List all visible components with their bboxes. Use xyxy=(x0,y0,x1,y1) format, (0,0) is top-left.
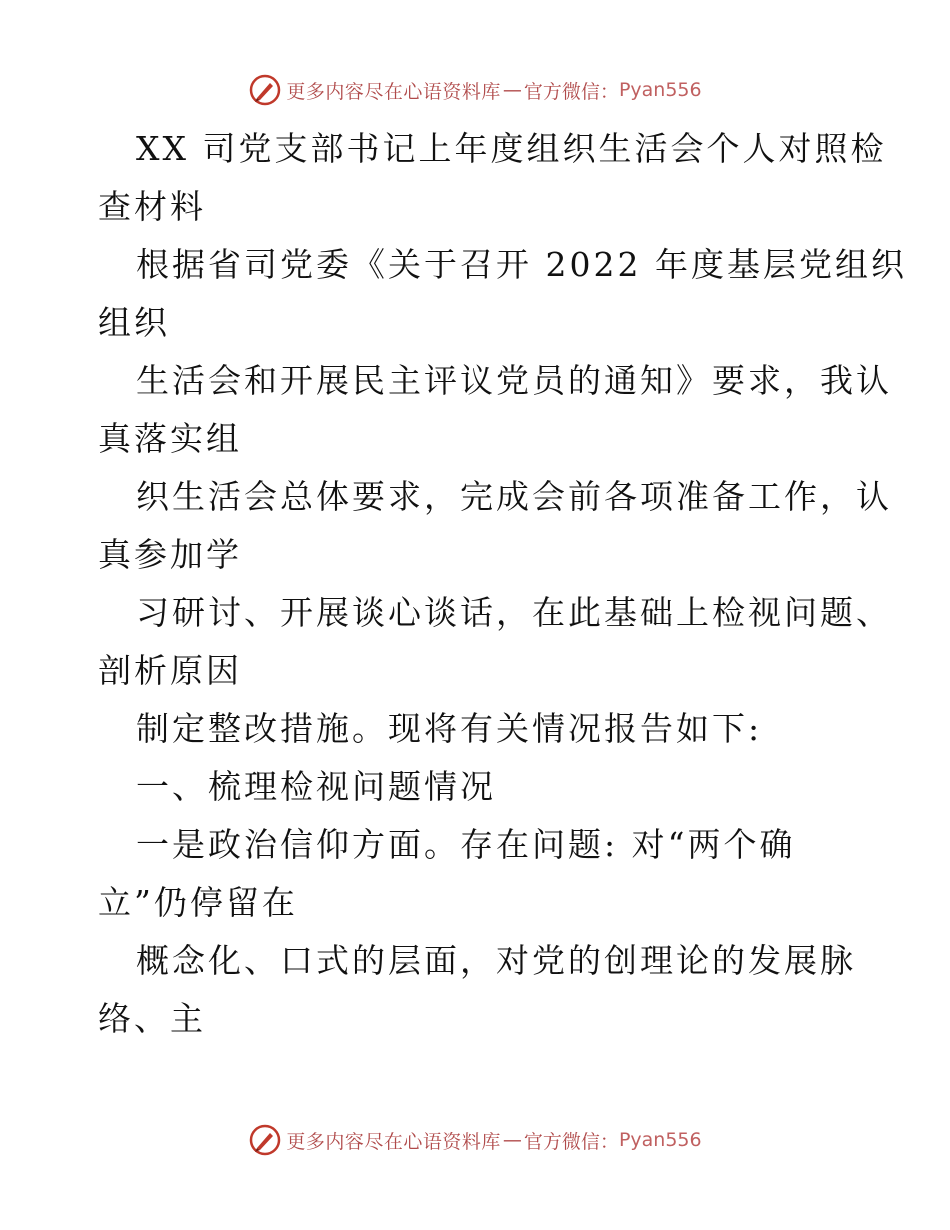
text-line: 立”仍停留在 xyxy=(98,883,298,922)
text-line: 组织 xyxy=(98,303,170,342)
watermark-text: 更多内容尽在心语资料库 xyxy=(286,1130,501,1153)
text-line: 生活会和开展民主评议党员的通知》要求，我认 xyxy=(136,361,892,400)
text-line: XX 司党支部书记上年度组织生活会个人对照检 xyxy=(136,129,887,168)
watermark-text: 更多内容尽在心语资料库 xyxy=(286,80,501,103)
watermark-wechat-label: 官方微信： xyxy=(523,1130,619,1153)
text-line: 真落实组 xyxy=(98,419,242,458)
text-line: 织生活会总体要求，完成会前各项准备工作，认 xyxy=(136,477,892,516)
header-watermark xyxy=(0,70,950,110)
text-line: 络、主 xyxy=(98,999,206,1038)
text-line: 真参加学 xyxy=(98,535,242,574)
watermark-wechat-id: Pyan556 xyxy=(618,79,702,101)
document-body xyxy=(98,120,907,1048)
text-line: 剖析原因 xyxy=(98,651,242,690)
watermark-separator: — xyxy=(502,79,522,101)
pen-logo-icon xyxy=(248,1123,282,1157)
text-line: 查材料 xyxy=(98,187,206,226)
text-line: 根据省司党委《关于召开 2022 年度基层党组织 xyxy=(136,245,907,284)
text-line: 一是政治信仰方面。存在问题: 对“两个确 xyxy=(136,825,796,864)
watermark-wechat-label: 官方微信： xyxy=(523,80,619,103)
text-line: 制定整改措施。现将有关情况报告如下: xyxy=(136,709,763,748)
pen-logo-icon xyxy=(248,73,282,107)
watermark-wechat-id: Pyan556 xyxy=(618,1129,702,1151)
watermark-separator: — xyxy=(502,1129,522,1151)
footer-watermark xyxy=(0,1120,950,1160)
text-line: 习研讨、开展谈心谈话，在此基础上检视问题、 xyxy=(136,593,892,632)
text-line: 概念化、口式的层面，对党的创理论的发展脉 xyxy=(136,941,856,980)
section-heading: 一、梳理检视问题情况 xyxy=(136,767,496,806)
